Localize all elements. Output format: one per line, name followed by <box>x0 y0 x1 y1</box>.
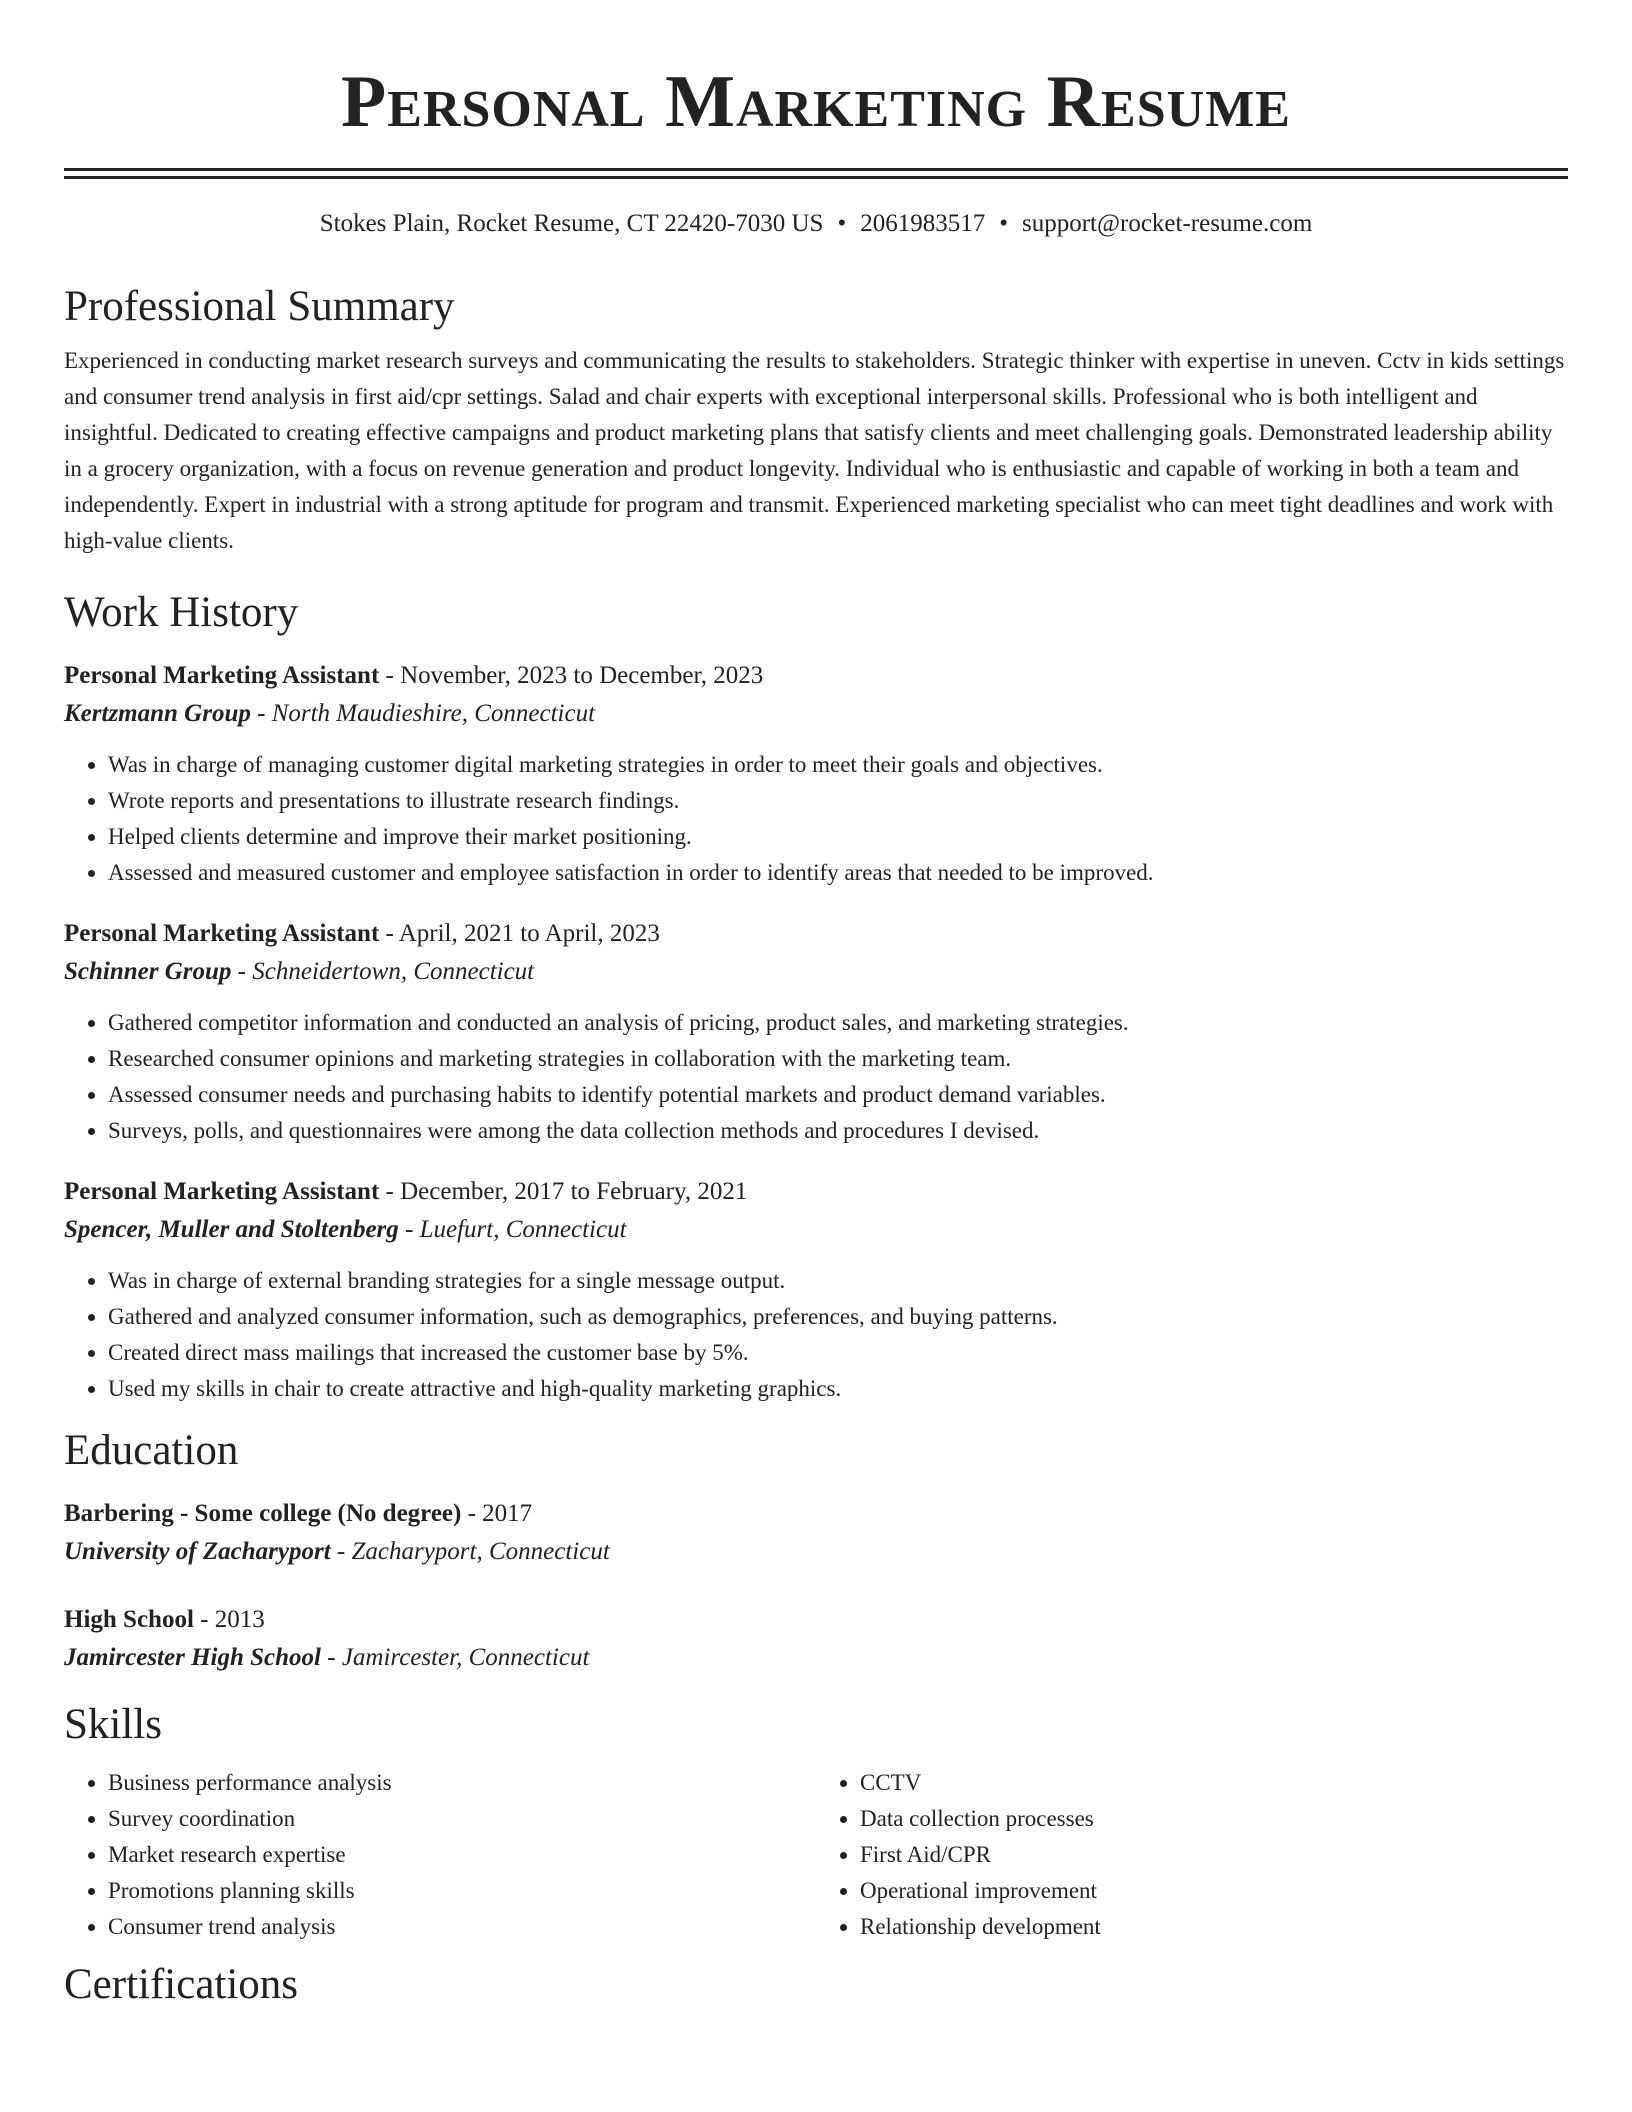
job-bullet: • Assessed consumer needs and purchasing habits to identify potential markets and product demand variables. <box>108 1077 1568 1113</box>
education-location: - Zacharyport, Connecticut <box>330 1538 610 1565</box>
job-bullet: • Surveys, polls, and questionnaires were among the data collection methods and procedures I devised. <box>108 1113 1568 1149</box>
job-bullet: • Helped clients determine and improve their market positioning. <box>108 819 1568 855</box>
skill-item: • Data collection processes <box>860 1801 1568 1837</box>
summary-heading: Professional Summary <box>64 283 455 330</box>
job-title: Personal Marketing Assistant <box>64 920 380 947</box>
certifications-heading: Certifications <box>64 1961 299 2008</box>
job-company: Schinner Group <box>64 958 232 985</box>
contact-line <box>64 207 1568 241</box>
contact-separator: • <box>837 210 847 237</box>
job-location: - Luefurt, Connecticut <box>398 1216 627 1243</box>
skill-item: • Operational improvement <box>860 1873 1568 1909</box>
job-bullet: • Assessed and measured customer and employee satisfaction in order to identify areas that needed to be improved. <box>108 855 1568 891</box>
skill-item: • Business performance analysis <box>108 1765 816 1801</box>
job-bullets <box>64 1005 1568 1149</box>
skill-item: • Consumer trend analysis <box>108 1909 816 1945</box>
education-degree: Barbering - Some college (No degree) <box>64 1500 462 1527</box>
skills-heading: Skills <box>64 1701 162 1748</box>
work-history-heading: Work History <box>64 589 299 636</box>
skill-item: • Market research expertise <box>108 1837 816 1873</box>
education-degree: High School <box>64 1606 194 1633</box>
job-dates: - November, 2023 to December, 2023 <box>379 662 764 689</box>
skills-list <box>64 1765 1568 1945</box>
job-bullet: • Gathered competitor information and conducted an analysis of pricing, product sales, and marketing strategies. <box>108 1005 1568 1041</box>
job-bullet: • Wrote reports and presentations to illustrate research findings. <box>108 783 1568 819</box>
job-entry <box>64 657 1568 891</box>
job-bullet: • Gathered and analyzed consumer information, such as demographics, preferences, and buying patterns. <box>108 1299 1568 1335</box>
education-location: - Jamircester, Connecticut <box>320 1644 590 1671</box>
skills-column-left <box>64 1765 816 1945</box>
job-bullet: • Researched consumer opinions and marketing strategies in collaboration with the marketing team. <box>108 1041 1568 1077</box>
summary-text: Experienced in conducting market research surveys and communicating the results to stakeholders. Strategic thinker with expertise in uneven. Cctv in kids settings and consumer trend analysis in first aid/cpr settings. Salad and chair experts with exceptional interpersonal skills. Professional who is both intelligent and insightful. Dedicated to creating effective campaigns and product marketing plans that satisfy clients and meet challenging goals. Demonstrated leadership ability in a grocery organization, with a focus on revenue generation and product longevity. Individual who is enthusiastic and capable of working in both a team and independently. Expert in industrial with a strong aptitude for program and transmit. Experienced marketing specialist who can meet tight deadlines and work with high-value clients. <box>64 348 1565 553</box>
job-dates: - December, 2017 to February, 2021 <box>379 1178 748 1205</box>
contact-address: Stokes Plain, Rocket Resume, CT 22420-7030 US <box>319 210 824 237</box>
contact-phone: 2061983517 <box>860 210 986 237</box>
education-school: University of Zacharyport <box>64 1538 331 1565</box>
job-entry <box>64 915 1568 1149</box>
job-title: Personal Marketing Assistant <box>64 662 380 689</box>
education-entry <box>64 1495 1568 1571</box>
job-title: Personal Marketing Assistant <box>64 1178 380 1205</box>
education-heading: Education <box>64 1427 239 1474</box>
job-bullet: • Created direct mass mailings that increased the customer base by 5%. <box>108 1335 1568 1371</box>
job-location: - Schneidertown, Connecticut <box>231 958 535 985</box>
job-bullet: • Was in charge of managing customer digital marketing strategies in order to meet their goals and objectives. <box>108 747 1568 783</box>
skills-column-right <box>816 1765 1568 1945</box>
job-company: Kertzmann Group <box>64 700 251 727</box>
contact-separator: • <box>999 210 1008 237</box>
job-location: - North Maudieshire, Connecticut <box>250 700 596 727</box>
title-double-rule <box>64 168 1568 179</box>
contact-email: support@rocket-resume.com <box>1021 210 1313 237</box>
skill-item: • First Aid/CPR <box>860 1837 1568 1873</box>
skill-item: • Promotions planning skills <box>108 1873 816 1909</box>
job-entry <box>64 1173 1568 1407</box>
education-entry <box>64 1601 1568 1677</box>
job-bullet: • Used my skills in chair to create attractive and high-quality marketing graphics. <box>108 1371 1568 1407</box>
education-year: - 2017 <box>461 1500 533 1527</box>
job-dates: - April, 2021 to April, 2023 <box>379 920 660 947</box>
job-bullets <box>64 747 1568 891</box>
page-title: Personal Marketing Resume <box>341 61 1291 143</box>
job-bullets <box>64 1263 1568 1407</box>
job-company: Spencer, Muller and Stoltenberg <box>64 1216 399 1243</box>
education-year: - 2013 <box>193 1606 265 1633</box>
skill-item: • Relationship development <box>860 1909 1568 1945</box>
education-school: Jamircester High School <box>64 1644 321 1671</box>
skill-item: • Survey coordination <box>108 1801 816 1837</box>
skill-item: • CCTV <box>860 1765 1568 1801</box>
job-bullet: • Was in charge of external branding strategies for a single message output. <box>108 1263 1568 1299</box>
